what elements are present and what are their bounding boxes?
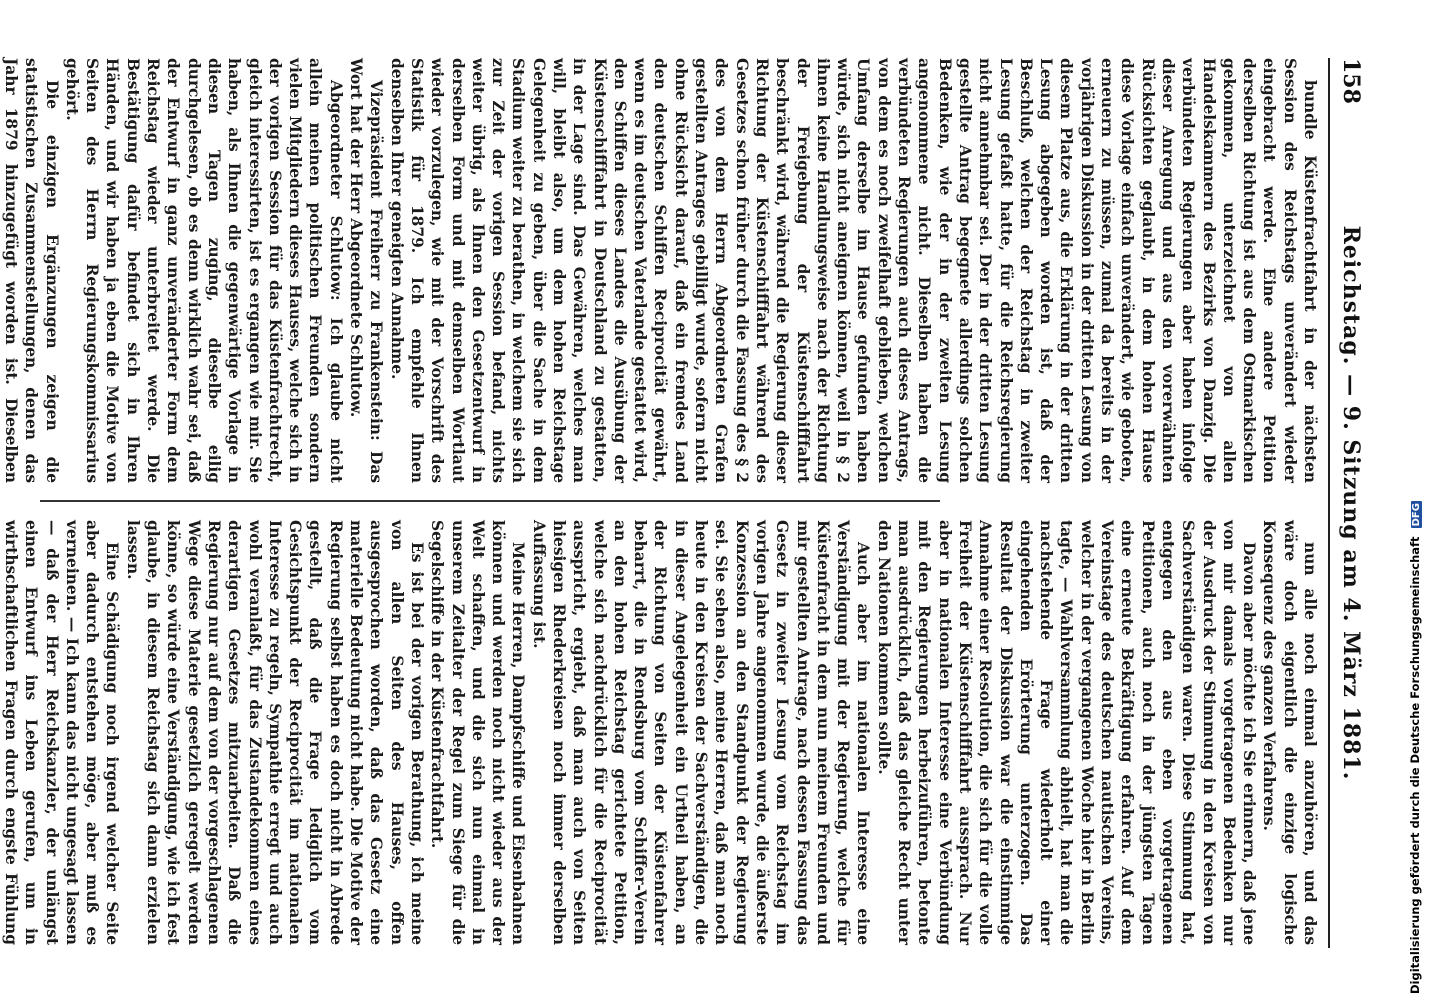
paragraph: nun alle noch einmal anzuhören, und das wäre doch eigentlich die einzige logische Konsequenz des ganzen Verfahrens. <box>1260 520 1319 945</box>
paragraph-speaker-frankenstein: Vizepräsident Freiherr zu Frankenstein: Das Wort hat der Herr Abgeordnete Schlutow. <box>347 58 386 483</box>
running-title: Reichstag. — 9. Sitzung am 4. März 1881. <box>1338 225 1364 781</box>
paragraph: Davon aber möchte ich Sie erinnern, daß jene von mir damals vorgetragenen Bedenken nur der Ausdruck der Stimmung in den Kreisen von Sachverständigen waren. Diese Stimmung hat, entgegen den aus eben vorgetragenen Petitionen, auch noch in der jüngsten Tagen eine erneute Bekräftigung erfahren. Auf dem Vereinstage des deutschen nautischen Vereins, welcher in der vergangenen Woche hier in Berlin tagte, — Wahlversammlung abhielt, hat man die nachstehende Frage wiederholt einer eingehenden Erörterung unterzogen. Das Resultat der Diskussion war die einstimmige Annahme einer Resolution, die sich für die volle Freiheit der Küstenschifffahrt aussprach. Nur aber in nationalen Interesse eine Verbündung mit den Regierungen herbeizuführen, betonte man ausdrücklich, daß das gleiche Recht unter den Nationen kommen sollte. <box>874 520 1259 945</box>
right-column <box>2 520 1320 945</box>
header-rule <box>1328 58 1330 948</box>
paragraph: Die einzigen Ergänzungen zeigen die statistischen Zusammenstellungen, denen das Jahr 1879 hinzugefügt worden ist. Dieselben <box>2 58 61 483</box>
paragraph: Es ist bei der vorigen Berathung, ich meine von allen Seiten des Hauses, offen ausgesprochen worden, daß das Gesetz eine materielle Bedeutung nicht habe. Die Motive der Regierung selbst haben es doch nicht in Abrede gestellt, daß die Frage lediglich vom Gesichtspunkt der Reciprocität im nationalen Interesse zu regeln, Sympathie erregt und auch wohl veranlaßt, für das Zustandekommen eines derartigen Gesetzes mitzuarbeiten. Daß die Regierung nur auf dem von der vorgeschlagenen Wege diese Materie gesetzlich geregelt werden könne, so würde eine Verständigung, wie ich fest glaube, in diesem Reichstag sich dann erzielen lassen. <box>123 520 426 945</box>
paragraph-speaker-schlutow: Abgeordneter Schlutow: Ich glaube nicht allein meinen politischen Freunden sondern vielen Mitgliedern dieses Hauses, welche sich in der vorigen Session für das Küstenfrachtrecht, gleich interessirten, ist es ergangen wie mir. Sie haben, als Ihnen die gegenwärtige Vorlage in diesen Tagen zuging, dieselbe eilig durchgelesen, ob es denn wirklich wahr sei, daß der Entwurf in ganz unveränderter Form dem Reichstag wieder unterbreitet werde. Die Bestätigung dafür befindet sich in Ihren Händen, und wir haben ja eben die Motive von Seiten des Herrn Regierungskommissarius gehört. <box>62 58 345 483</box>
dfg-logo-icon: DFG <box>1411 503 1422 527</box>
credit-text: Digitalisierung gefördert durch die Deutsche Forschungsgemeinschaft <box>1408 536 1422 994</box>
left-column <box>2 58 1320 483</box>
paragraph: bundle Küstenfrachtfahrt in der nächsten Session des Reichstags unverändert wieder eingebracht werde. Eine andere Petition derselben Richtung ist aus dem Ostmarkischen gekommen, unterzeichnet von allen Handelskammern des Bezirks von Danzig. Die verbündeten Regierungen aber haben infolge dieser Anregung und aus den vorerwähnten Rücksichten geglaubt, in dem hohen Hause diese Vorlage einfach unverändert, wie geboten, erneuern zu müssen, zumal da bereits in der vorjährigen Diskussion in der dritten Lesung von diesem Platze aus, die Erklärung in der dritten Lesung abgegeben worden ist, daß der Beschluß, welchen der Reichstag in zweiter Lesung gefaßt hatte, für die Reichsregierung nicht annehmbar sei. Der in der dritten Lesung gestellte Antrag begegnete allerdings solchen Bedenken, wie der in der zweiten Lesung angenommene nicht. Dieselben haben die verbündeten Regierungen auch dieses Antrags, von dem es noch zweifelhaft geblieben, welchen Umfang derselbe im Hause gefunden haben würde, sich nicht aneignen können, weil in § 2 ihnen keine Handlungsweise nach der Richtung der Freigebung der Küstenschifffahrt beschränkt wird, während die Regierung dieser Richtung der Küstenschifffahrt während des Gesetzes schon früher durch die Fassung des § 2 des von dem Herrn Abgeordneten Grafen gestellten Antrages gebilligt wurde, sofern nicht ohne Rücksicht darauf, daß ein fremdes Land den deutschen Schiffen Reciprocität gewährt, wenn es im deutschen Vaterlande gestattet wird, den Schiffen dieses Landes die Ausübung der Küstenschifffahrt in Deutschland zu gestatten, in der Lage sind. Das Gewähren, welches man will, bleibt also, um dem hohen Reichstage Gelegenheit zu geben, über die Sache in dem Stadium weiter zu berathen, in welchem sie sich zur Zeit der vorigen Session befand, nichts weiter übrig, als Ihnen den Gesetzentwurf in derselben Form und mit demselben Wortlaut wieder vorzulegen, wie mit der Vorschrift des Statistik für 1879. Ich empfehle Ihnen denselben Ihrer geneigten Annahme. <box>387 58 1319 483</box>
paragraph: Eine Schädigung noch irgend welcher Seite aber dadurch entstehen möge, aber muß es verneinen. — Ich kann das nicht ungesagt lassen — daß der Herr Reichskanzler, der unlängst einen Entwurf ins Leben gerufen, um in wirthschaftlichen Fragen durch engste Fühlung <box>2 520 122 945</box>
page-number: 158 <box>1338 58 1364 104</box>
column-divider <box>40 500 940 502</box>
page-header <box>1334 58 1364 948</box>
digitization-credit <box>1408 501 1422 994</box>
paragraph: Meine Herren, Dampfschiffe und Eisenbahnen können und werden noch nicht wieder aus der Welt schaffen, und die sich nun einmal in unserem Zeitalter der Regel zum Siege für die Segelschiffe in der Küstenfrachtfahrt. <box>428 520 528 945</box>
paragraph: Auch aber im nationalen Interesse eine Verständigung mit der Regierung, welche für Küstenfracht in dem nun meinem Freunden und mir gestellten Antrage, nach dessen Fassung das Gesetz in zweiter Lesung vom Reichstag im vorigen Jahre angenommen wurde, die äußerste Konzession an den Standpunkt der Regierung sei. Sie sehen also, meine Herren, daß man noch heute in den Kreisen der Sachverständigen, die in dieser Angelegenheit ein Urtheil haben, an der Richtung von Seiten der Küstenfahrer beharrt, die in Rendsburg vom Schiffer-Verein an den hohen Reichstag gerichtete Petition, welche sich nachdrücklich für die Reciprocität ausspricht, ergiebt, daß man auch von Seiten hiesigen Rhederkreisen noch immer derselben Auffassung ist. <box>529 520 873 945</box>
